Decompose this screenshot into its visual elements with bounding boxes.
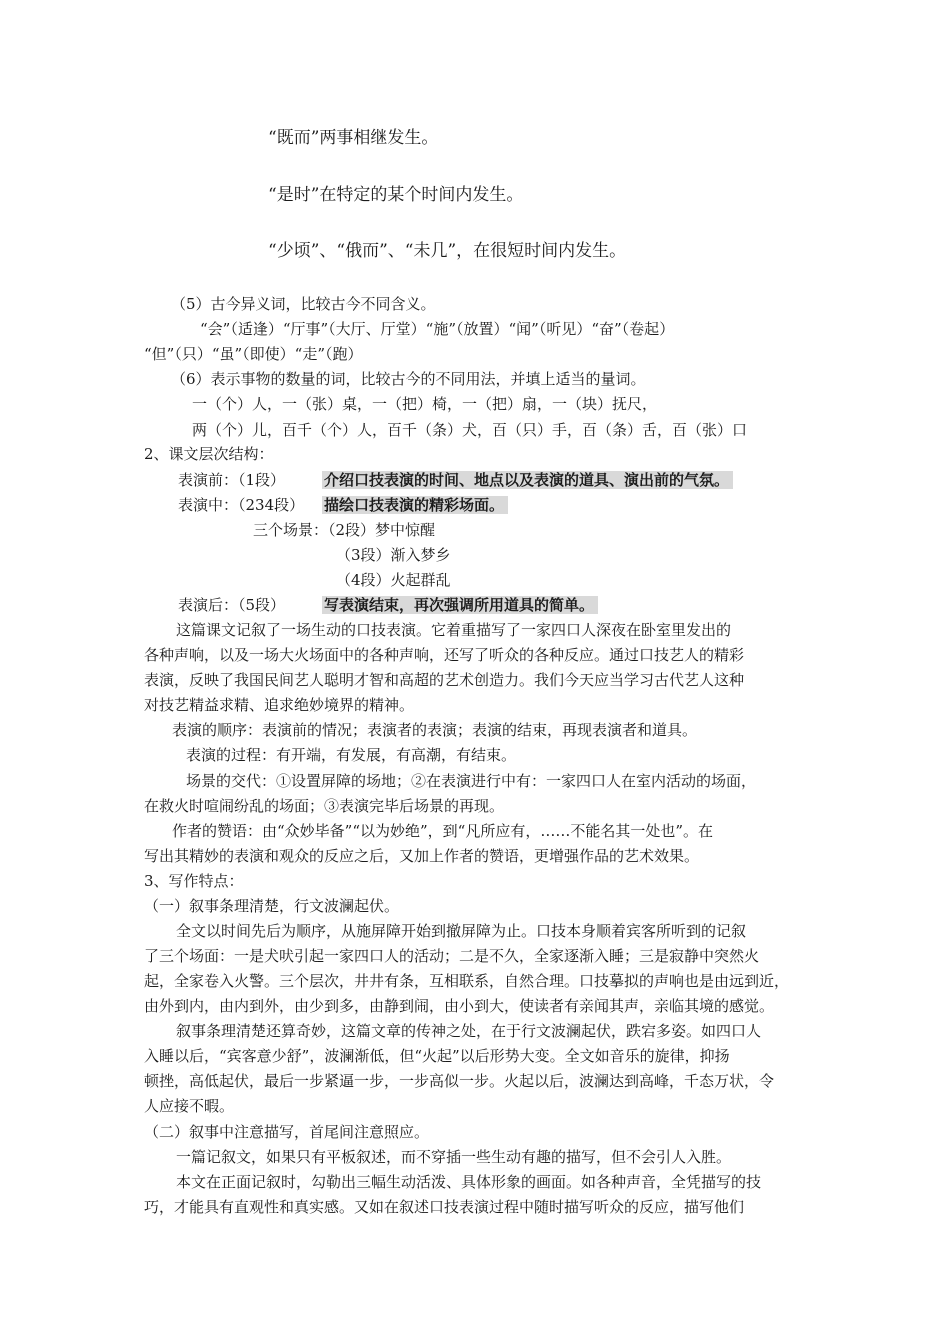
summary-line-1: 这篇课文记叙了一场生动的口技表演。它着重描写了一家四口人深夜在卧室里发出的 [176, 621, 732, 639]
item6-heading: （6）表示事物的数量的词，比较古今的不同用法，并填上适当的量词。 [171, 370, 646, 388]
features-p2-line-2: 入睡以后，“宾客意少舒”，波澜渐低，但“火起”以后形势大变。全文如音乐的旋律，抑扬 [144, 1047, 730, 1065]
structure-heading: 2、课文层次结构： [144, 445, 274, 463]
structure-after-highlight: 写表演结束，再次强调所用道具的简单。 [322, 596, 598, 614]
scene-explain-line-1: 场景的交代：①设置屏障的场地；②在表演进行中有：一家四口人在室内活动的场面， [186, 772, 757, 790]
item6-line1: 一（个）人，一（张）桌，一（把）椅，一（把）扇，一（块）抚尺， [192, 395, 658, 413]
features-p3: 一篇记叙文，如果只有平板叙述，而不穿插一些生动有趣的描写，但不会引人入胜。 [176, 1148, 732, 1166]
structure-before [178, 470, 733, 490]
features-p2-line-3: 顿挫，高低起伏，最后一步紧逼一步，一步高似一步。火起以后，波澜达到高峰，千态万状，令 [144, 1072, 775, 1090]
summary-line-3: 表演，反映了我国民间艺人聪明才智和高超的艺术创造力。我们今天应当学习古代艺人这种 [144, 671, 745, 689]
structure-during-label: 表演中：（234段） [178, 496, 305, 514]
structure-after-label: 表演后：（5段） [178, 596, 286, 614]
structure-before-highlight: 介绍口技表演的时间、地点以及表演的道具、演出前的气氛。 [322, 471, 733, 489]
summary-line-4: 对技艺精益求精、追求绝妙境界的精神。 [144, 696, 415, 714]
structure-after [178, 595, 598, 615]
summary-line-2: 各种声响，以及一场大火场面中的各种声响，还写了听众的各种反应。通过口技艺人的精彩 [144, 646, 745, 664]
features-p1-line-3: 起，全家卷入火警。三个层次，井井有条，互相联系，自然合理。口技摹拟的声响也是由远到近， [144, 972, 790, 990]
item6-line2: 两（个）儿，百千（个）人，百千（条）犬，百（只）手，百（条）舌，百（张）口 [192, 421, 748, 439]
process-line: 表演的过程：有开端，有发展，有高潮，有结束。 [186, 746, 517, 764]
features-p1-line-2: 了三个场面：一是犬吠引起一家四口人的活动；二是不久，全家逐渐入睡；三是寂静中突然火 [144, 947, 760, 965]
structure-before-label: 表演前：（1段） [178, 471, 286, 489]
order-line: 表演的顺序：表演前的情况；表演者的表演；表演的结束，再现表演者和道具。 [172, 721, 698, 739]
features-heading: 3、写作特点： [144, 872, 244, 890]
features-p2-line-1: 叙事条理清楚还算奇妙，这篇文章的传神之处，在于行文波澜起伏，跌宕多姿。如四口人 [176, 1022, 762, 1040]
structure-scenes: 三个场景：（2段）梦中惊醒 [253, 521, 436, 539]
features-sub1: （一）叙事条理清楚，行文波澜起伏。 [144, 897, 400, 915]
features-sub2: （二）叙事中注意描写，首尾间注意照应。 [144, 1123, 430, 1141]
usage-line-jier: “既而”两事相继发生。 [268, 128, 439, 148]
structure-scene-4: （4段）火起群乱 [336, 571, 451, 589]
praise-line-1: 作者的赞语：由“众妙毕备”“以为妙绝”，到“凡所应有，……不能名其一处也”。在 [172, 822, 714, 840]
structure-scene-3: （3段）渐入梦乡 [336, 546, 451, 564]
item5-line1: “会”（适逢）“厅事”（大厅、厅堂）“施”（放置）“闻”（听见）“奋”（卷起） [200, 320, 675, 338]
item5-heading: （5）古今异义词，比较古今不同含义。 [171, 295, 436, 313]
usage-line-shaoqing: “少顷”、“俄而”、“未几”，在很短时间内发生。 [268, 241, 627, 261]
item5-line2: “但”（只）“虽”（即使）“走”（跑） [144, 345, 363, 363]
features-p1-line-4: 由外到内，由内到外，由少到多，由静到闹，由小到大，使读者有亲闻其声，亲临其境的感觉。 [144, 997, 775, 1015]
structure-during-highlight: 描绘口技表演的精彩场面。 [322, 496, 508, 514]
praise-line-2: 写出其精妙的表演和观众的反应之后，又加上作者的赞语，更增强作品的艺术效果。 [144, 847, 700, 865]
features-p1-line-1: 全文以时间先后为顺序，从施屏障开始到撤屏障为止。口技本身顺着宾客所听到的记叙 [176, 922, 747, 940]
features-p4-line-1: 本文在正面记叙时，勾勒出三幅生动活泼、具体形象的画面。如各种声音，全凭描写的技 [176, 1173, 762, 1191]
features-p4-line-2: 巧，才能具有直观性和真实感。又如在叙述口技表演过程中随时描写听众的反应，描写他们 [144, 1198, 745, 1216]
structure-during [178, 495, 508, 515]
usage-line-shishi: “是时”在特定的某个时间内发生。 [268, 185, 524, 205]
scene-explain-line-2: 在救火时喧闹纷乱的场面；③表演完毕后场景的再现。 [144, 797, 505, 815]
features-p2-line-4: 人应接不暇。 [144, 1097, 235, 1115]
